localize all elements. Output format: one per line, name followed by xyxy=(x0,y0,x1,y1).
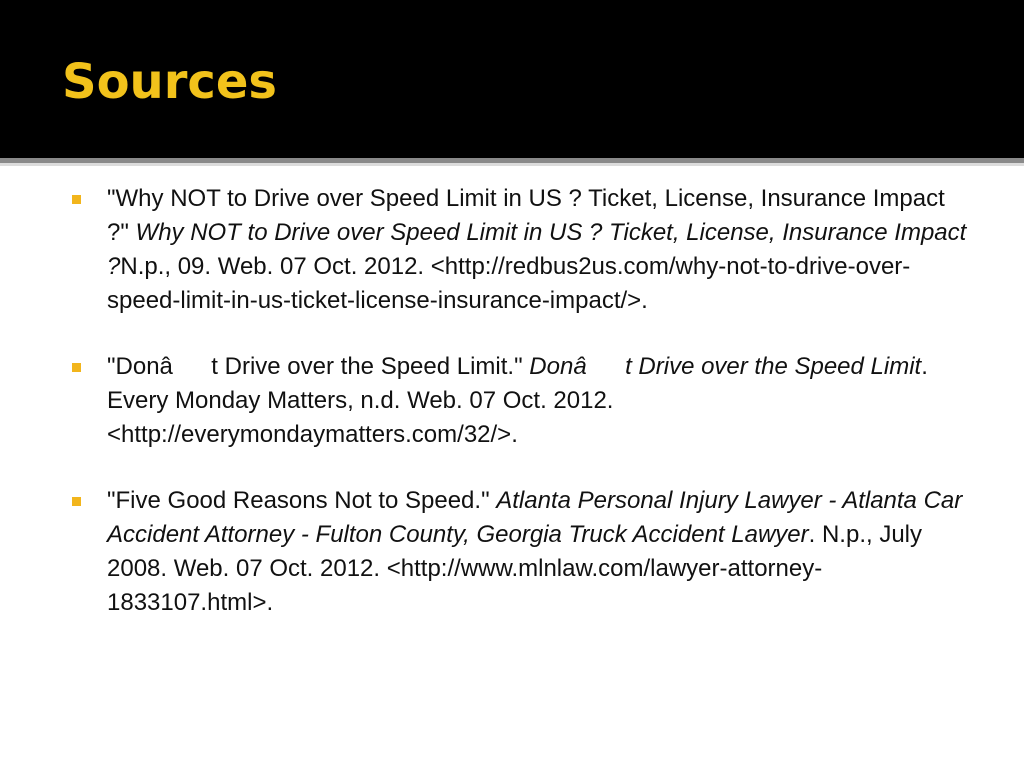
source-rest: N.p., 09. Web. 07 Oct. 2012. <http://redbus2us.com/why-not-to-drive-over-speed-limit-in-us-ticket-license-insurance-impact/>. xyxy=(107,253,911,314)
sources-list xyxy=(72,182,972,652)
source-lead: "Five Good Reasons Not to Speed." xyxy=(107,487,497,514)
bullet-square-icon xyxy=(72,497,81,506)
source-lead: "Why NOT to Drive over Speed Limit in US ? Ticket, License, Insurance Impact ?" xyxy=(107,185,945,246)
bullet-square-icon xyxy=(72,195,81,204)
title-bar xyxy=(0,0,1024,158)
source-rest: . N.p., July 2008. Web. 07 Oct. 2012. <http://www.mlnlaw.com/lawyer-attorney-1833107.html>. xyxy=(107,521,923,616)
source-lead: "Donât Drive over the Speed Limit." xyxy=(107,353,530,380)
title-divider-highlight xyxy=(0,163,1024,166)
source-item xyxy=(72,182,972,318)
source-item xyxy=(72,350,972,452)
source-rest: . Every Monday Matters, n.d. Web. 07 Oct. 2012. <http://everymondaymatters.com/32/>. xyxy=(107,353,928,448)
source-title-italic: Why NOT to Drive over Speed Limit in US ? Ticket, License, Insurance Impact ? xyxy=(107,219,967,280)
source-item xyxy=(72,484,972,620)
bullet-square-icon xyxy=(72,363,81,372)
source-title-italic: Atlanta Personal Injury Lawyer - Atlanta Car Accident Attorney - Fulton County, Georgia Truck Accident Lawyer xyxy=(107,487,963,548)
source-title-italic: Donât Drive over the Speed Limit xyxy=(529,353,922,380)
slide-title: Sources xyxy=(62,54,277,110)
